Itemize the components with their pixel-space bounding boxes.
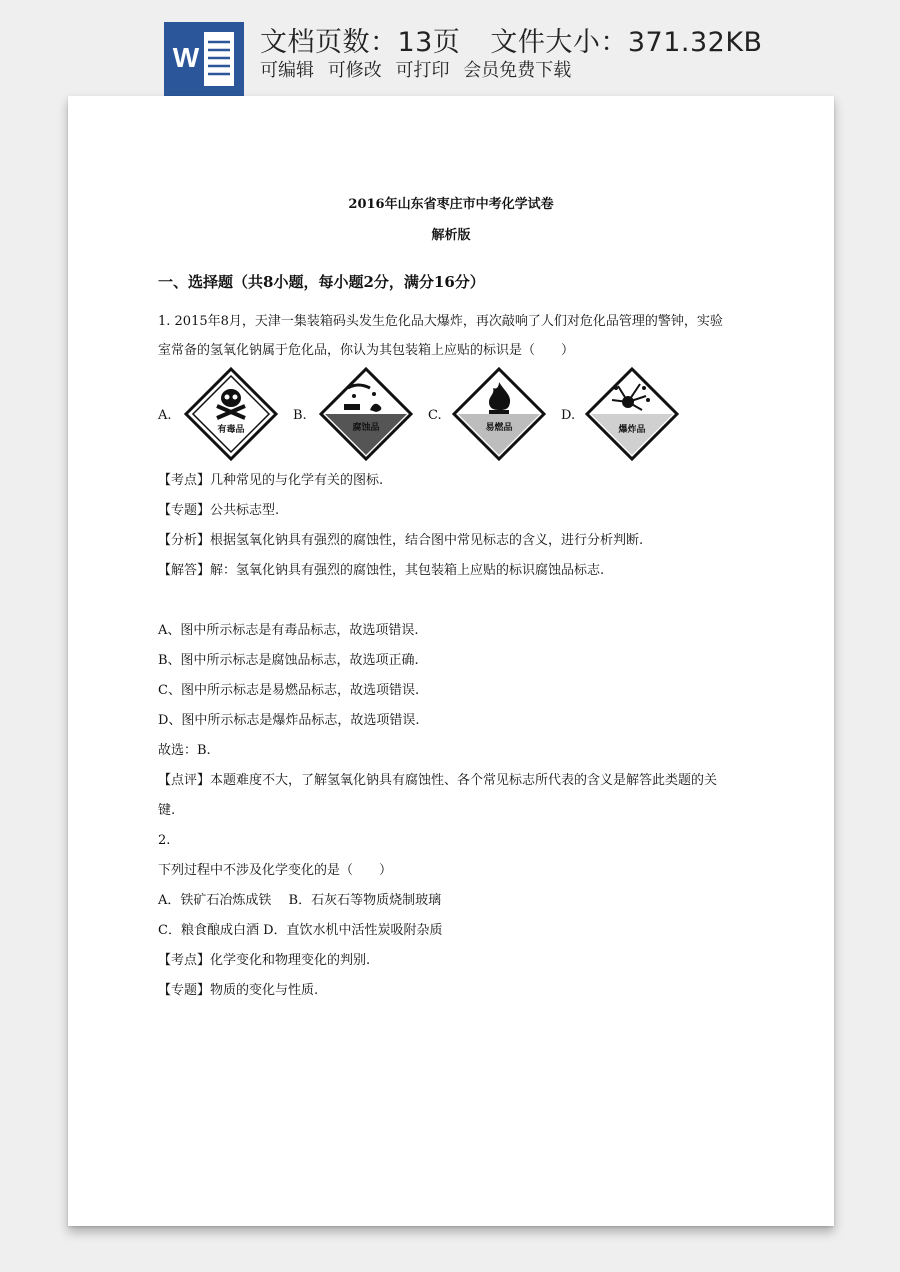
feature-editable: 可编辑 [260,60,314,81]
q2-number: 2. [158,833,171,848]
q2-stem: 下列过程中不涉及化学变化的是（ ） [158,863,393,878]
q1-stem-line1: 1. 2015年8月，天津一集装箱码头发生危化品大爆炸，再次敲响了人们对危化品管理的警钟，实验 [158,314,723,329]
q2-zhuanti: 【专题】物质的变化与性质. [158,983,319,998]
toxic-sign [183,366,279,462]
q1-answer: 故选：B. [158,743,211,758]
option-c-label: C. [428,408,442,423]
feature-printable: 可打印 [395,60,450,81]
q1-explain-d: D、图中所示标志是爆炸品标志，故选项错误. [158,713,420,728]
q2-kaodian: 【考点】化学变化和物理变化的判别. [158,953,371,968]
document-title: 2016年山东省枣庄市中考化学试卷 [348,197,554,212]
q1-fenxi: 【分析】根据氢氧化钠具有强烈的腐蚀性，结合图中常见标志的含义，进行分析判断. [158,533,644,548]
option-a-label: A. [158,408,172,423]
feature-list [260,56,579,82]
q1-kaodian: 【考点】几种常见的与化学有关的图标. [158,473,384,488]
toxic-sign-text: 有毒品 [217,425,245,435]
section-heading: 一、选择题（共8小题，每小题2分，满分16分） [158,273,485,291]
q1-stem-line2: 室常备的氢氧化钠属于危化品，你认为其包装箱上应贴的标识是（ ） [158,343,575,358]
corrosive-sign-text: 腐蚀品 [352,423,380,433]
q2-options-line1: A．铁矿石冶炼成铁 B．石灰石等物质烧制玻璃 [158,893,442,908]
q1-explain-a: A、图中所示标志是有毒品标志，故选项错误. [158,623,419,638]
q2-options-line2: C．粮食酿成白酒 D．直饮水机中活性炭吸附杂质 [158,923,443,938]
q1-jieda: 【解答】解：氢氧化钠具有强烈的腐蚀性，其包装箱上应贴的标识腐蚀品标志. [158,563,605,578]
feature-modifiable: 可修改 [327,60,382,81]
option-d-label: D. [561,408,576,423]
explosive-sign-text: 爆炸品 [618,425,646,435]
download-banner [0,0,900,100]
corrosive-sign [318,366,414,462]
flammable-sign [451,366,547,462]
file-size: 文件大小：371.32KB [490,27,763,58]
q1-dianping-line1: 【点评】本题难度不大，了解氢氧化钠具有腐蚀性、各个常见标志所代表的含义是解答此类题的关 [158,773,718,788]
file-info [260,20,763,59]
document-subtitle: 解析版 [431,228,471,243]
page-count: 文档页数：13页 [260,27,461,58]
q1-explain-b: B、图中所示标志是腐蚀品标志，故选项正确. [158,653,419,668]
option-b-label: B. [293,408,307,423]
flammable-sign-text: 易燃品 [485,423,513,433]
q1-explain-c: C、图中所示标志是易燃品标志，故选项错误. [158,683,420,698]
explosive-sign [584,366,680,462]
feature-member-download: 会员免费下载 [463,60,572,81]
q1-zhuanti: 【专题】公共标志型. [158,503,280,518]
word-icon-letter: W [172,42,200,73]
word-document-icon [164,22,244,96]
document-page [68,96,834,1226]
q1-dianping-line2: 键. [158,803,176,818]
